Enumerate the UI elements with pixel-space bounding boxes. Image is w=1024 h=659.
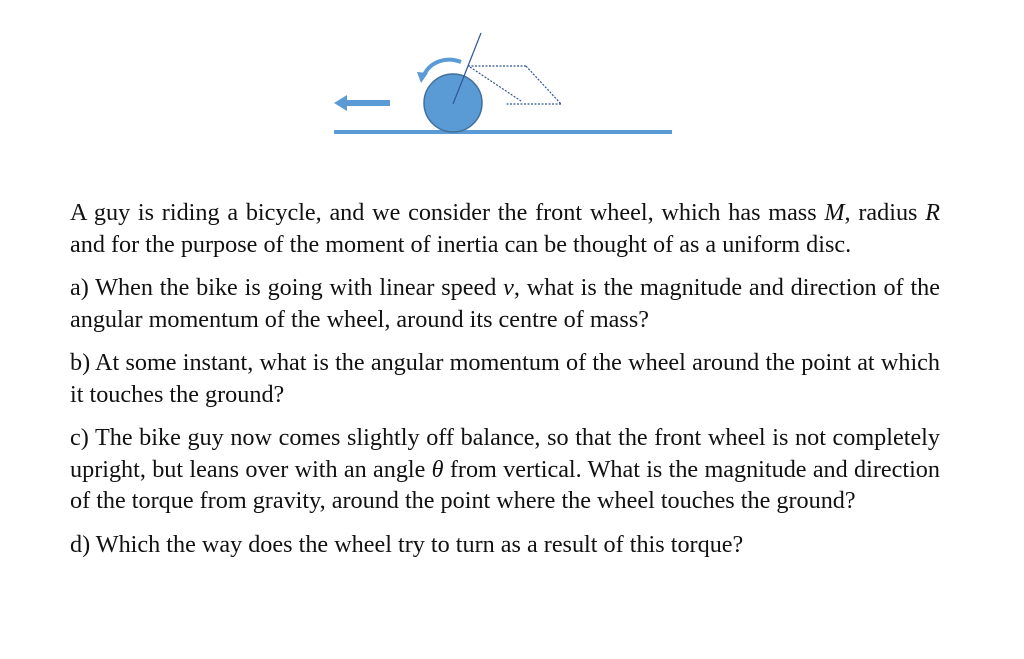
mass-symbol: M (824, 199, 845, 226)
bicycle-wheel-diagram (0, 0, 1024, 170)
speed-symbol: v (503, 274, 514, 301)
problem-text (70, 197, 940, 572)
question-c-text-2: from vertical. What is the magnitude and direction of the torque from gravity, around the point where the wheel touches the ground? (70, 455, 940, 514)
question-a-text-2: , what is the magnitude and direction of the angular momentum of the wheel, around its centre of mass? (70, 274, 940, 333)
intro-paragraph (70, 197, 940, 260)
question-a (70, 272, 940, 335)
question-d: d) Which the way does the wheel try to turn as a result of this torque? (70, 530, 744, 558)
intro-text-3: and for the purpose of the moment of inertia can be thought of as a uniform disc. (70, 230, 852, 258)
intro-text-1: A guy is riding a bicycle, and we consider the front wheel, which has mass (70, 199, 825, 226)
theta-symbol: θ (431, 455, 444, 483)
radius-symbol: R (925, 199, 940, 226)
rotation-arc-icon (424, 60, 461, 75)
question-b: b) At some instant, what is the angular momentum of the wheel around the point at which it touches the ground? (70, 349, 940, 408)
velocity-arrow-icon (334, 95, 390, 111)
question-a-text-1: a) When the bike is going with linear speed (70, 274, 504, 301)
rotation-arrowhead-icon (417, 72, 428, 83)
vector-line-right (526, 66, 561, 104)
question-c (70, 422, 940, 517)
question-c-text-1: c) The bike guy now comes slightly off balance, so that the front wheel is not completely upright, but leans over with an angle (70, 424, 940, 483)
intro-text-2: , radius (844, 199, 926, 226)
